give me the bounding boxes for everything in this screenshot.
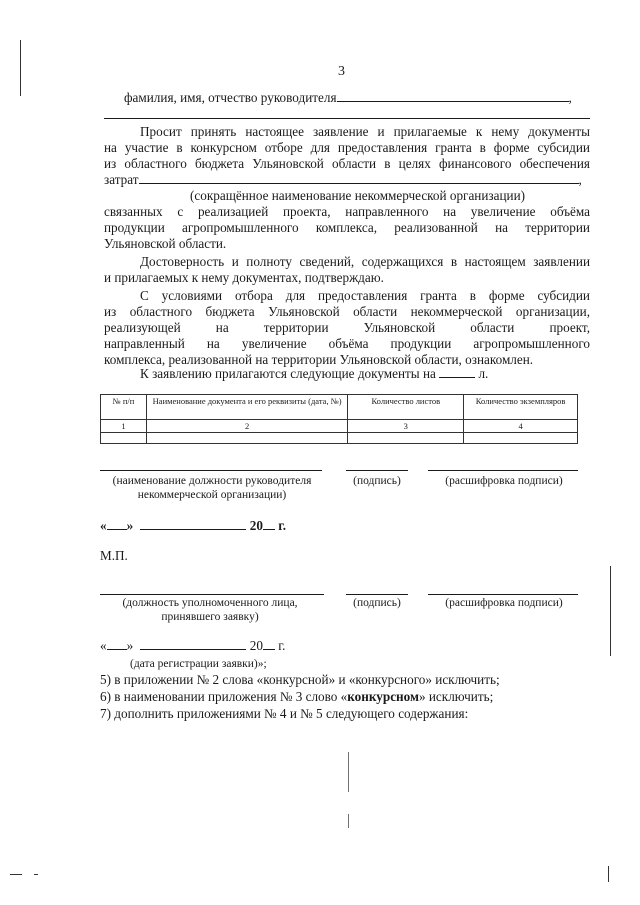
official-position-line <box>100 594 324 595</box>
decode-signature-line <box>428 470 578 471</box>
attachments-field <box>140 366 488 382</box>
amendment-item-5: 5) в приложении № 2 слова «конкурсной» и «конкурсного» исключить; <box>100 672 500 687</box>
position-signature-line <box>100 470 322 471</box>
official-signature-line <box>346 594 408 595</box>
terms-line-1: С условиями отбора для предоставления гранта в форме субсидии <box>140 288 590 303</box>
amendment-item-7: 7) дополнить приложениями № 4 и № 5 следующего содержания: <box>100 706 469 721</box>
official-decode-caption: (расшифровка подписи) <box>445 597 563 609</box>
date-line-1 <box>100 518 286 534</box>
head-of-org-label: фамилия, имя, отчество руководителя <box>124 90 337 105</box>
amendment-item-6 <box>100 689 493 705</box>
request-line-5: связанных с реализацией проекта, направленного на увеличение объёма <box>104 204 590 219</box>
head-of-org-blank <box>337 90 569 102</box>
decode-caption: (расшифровка подписи) <box>445 475 563 487</box>
date-year-blank <box>263 518 275 530</box>
col-header-document: Наименование документа и его реквизиты (дата, №) <box>146 395 348 420</box>
reg-date-year-prefix: 20 <box>249 638 263 653</box>
reg-date-month-blank <box>140 638 246 650</box>
head-of-org-comma: , <box>568 90 572 105</box>
confirm-line-2: и прилагаемых к нему документах, подтверждаю. <box>104 270 384 285</box>
official-signature-caption: (подпись) <box>353 597 401 609</box>
date-close-quote: » <box>126 518 134 533</box>
scan-mark-bottom-left <box>10 874 22 875</box>
request-line-3: из областного бюджета Ульяновской области в целях финансового обеспечения <box>104 156 590 171</box>
page-number: 3 <box>338 64 345 79</box>
terms-line-3: реализующей на территории Ульяновской области проект, <box>104 320 590 335</box>
table-cell <box>464 433 578 444</box>
request-line-1: Просит принять настоящее заявление и прилагаемые к нему документы <box>140 124 590 139</box>
table-cell: 2 <box>146 420 348 433</box>
scan-mark-bottom-left-2 <box>34 874 38 875</box>
official-position-caption: (должность уполномоченного лица, принявшего заявку) <box>122 597 298 623</box>
terms-line-5: комплекса, реализованной на территории Ульяновской области, ознакомлен. <box>104 352 534 367</box>
amendment-item-6-post: » исключить; <box>418 689 494 704</box>
scan-mark-bottom-right <box>608 866 609 882</box>
costs-comma: , <box>578 172 582 187</box>
table-cell: 4 <box>464 420 578 433</box>
date-year-suffix: г. <box>278 518 287 533</box>
request-line-6: продукции агропромышленного комплекса, реализованной на территории <box>104 220 590 235</box>
attachments-suffix: л. <box>478 366 489 381</box>
table-cell: 1 <box>101 420 147 433</box>
position-caption: (наименование должности руководителя некоммерческой организации) <box>112 475 312 501</box>
scan-mark-left <box>20 40 21 96</box>
date-year-prefix: 20 <box>249 518 263 533</box>
scan-mark-right <box>610 566 611 656</box>
org-name-caption: (сокращённое наименование некоммерческой организации) <box>190 188 526 203</box>
attachments-pages-blank <box>439 366 475 378</box>
table-cell <box>146 433 348 444</box>
scan-mark-center-2 <box>348 814 349 828</box>
signature-caption: (подпись) <box>353 475 401 487</box>
date-open-quote: « <box>100 518 107 533</box>
date-line-2 <box>100 638 285 654</box>
confirm-line-1: Достоверность и полноту сведений, содержащихся в настоящем заявлении <box>140 254 590 269</box>
reg-date-caption: (дата регистрации заявки)»; <box>130 658 267 670</box>
head-of-org-second-line <box>104 118 590 119</box>
scan-mark-center <box>348 752 349 792</box>
reg-date-year-suffix: г. <box>278 638 286 653</box>
terms-line-2: из областного бюджета Ульяновской области некоммерческой организации, <box>104 304 590 319</box>
date-day-blank <box>107 518 127 530</box>
col-header-sheets: Количество листов <box>348 395 464 420</box>
official-decode-line <box>428 594 578 595</box>
documents-table <box>100 394 578 444</box>
col-header-number: № п/п <box>101 395 147 420</box>
reg-date-day-blank <box>107 638 127 650</box>
reg-date-close-quote: » <box>126 638 134 653</box>
request-line-2: на участие в конкурсном отборе для предоставления гранта в форме субсидии <box>104 140 590 155</box>
costs-field <box>104 172 582 188</box>
terms-line-4: направленный на увеличение объёма продукции агропромышленного <box>104 336 590 351</box>
reg-date-year-blank <box>263 638 275 650</box>
table-row <box>101 420 578 433</box>
amendment-item-6-bold: конкурсном <box>347 689 419 704</box>
attachments-label: К заявлению прилагаются следующие документы на <box>140 366 436 381</box>
table-row <box>101 433 578 444</box>
table-cell <box>348 433 464 444</box>
costs-label: затрат <box>104 172 139 187</box>
reg-date-open-quote: « <box>100 638 107 653</box>
amendment-item-6-pre: 6) в наименовании приложения № 3 слово « <box>100 689 348 704</box>
date-month-blank <box>140 518 246 530</box>
request-line-7: Ульяновской области. <box>104 236 227 251</box>
table-cell: 3 <box>348 420 464 433</box>
costs-blank <box>139 172 579 184</box>
col-header-copies: Количество экземпляров <box>464 395 578 420</box>
table-header-row <box>101 395 578 420</box>
table-cell <box>101 433 147 444</box>
head-of-org-field <box>124 90 572 106</box>
stamp-label: М.П. <box>100 548 128 563</box>
signature-line <box>346 470 408 471</box>
